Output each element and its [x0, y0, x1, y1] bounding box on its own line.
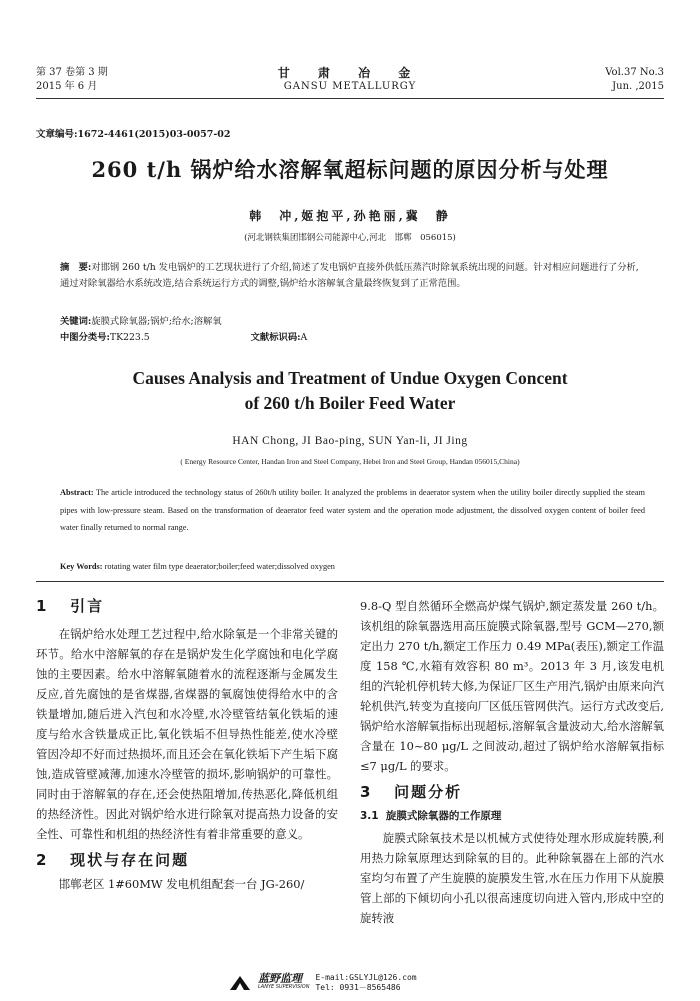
- header-rule: [36, 98, 664, 99]
- doc-code-value: A: [300, 332, 308, 343]
- footer-tel: Tel: 0931－8565486: [315, 983, 401, 992]
- logo-text: [258, 974, 309, 992]
- journal-name-cn: 甘 肃 冶 金: [277, 66, 423, 80]
- date-cn: 2015 年 6 月: [36, 81, 98, 92]
- section-2-continued: 9.8-Q 型自然循环全燃高炉煤气锅炉,额定蒸发量 260 t/h。该机组的除氧器选用高压旋膜式除氧器,型号 GCM—270,额定出力 270 t/h,额定工作压力 0.49 MPa(表压),额定工作温度 158 ℃,水箱有效容积 80 m³。2013 年 3 月,该发电机组的汽轮机停机转大修,为保证厂区生产用汽,锅炉由原来向汽轮机供汽,转变为直接向厂区低压管网供汽。运行方式改变后,锅炉给水溶解氧指标出现超标,溶解氧含量波动大,给水溶解氧含量在 10~80 μg/L 之间波动,超过了锅炉给水溶解氧指标≤7 μg/L 的要求。: [360, 599, 664, 773]
- keywords-en-label: Key Words:: [60, 562, 103, 571]
- footer-contact: [315, 973, 416, 993]
- section-1-number: 1: [36, 597, 49, 615]
- section-2-heading: [36, 850, 338, 870]
- journal-header: [0, 64, 700, 92]
- logo-en: LANYE SUPERVISION: [258, 984, 310, 990]
- logo-cn: 蓝野监理: [258, 972, 302, 985]
- keywords-cn-label: 关键词:: [60, 316, 92, 327]
- abstract-cn-label: 摘 要:: [60, 262, 92, 273]
- affiliation-cn: (河北钢铁集团邯钢公司能源中心,河北 邯郸 056015): [244, 233, 456, 243]
- keywords-en-text: rotating water film type deaerator;boiler;feed water;dissolved oxygen: [102, 562, 335, 571]
- keywords-cn-text: 旋膜式除氧器;锅炉;给水;溶解氧: [91, 316, 222, 327]
- section-2-paragraph: 邯郸老区 1#60MW 发电机组配套一台 JG-260/: [58, 877, 305, 891]
- section-3-1-paragraph: 旋膜式除氧技术是以机械方式使待处理水形成旋转膜,利用热力除氧原理达到除氧的目的。此种除氧器在上部的汽水室均匀布置了产生旋膜的旋膜发生管,水在压力作用下从旋膜管上部的下倾切向小孔以很高速度切向进入管内,形成中空的旋转液: [360, 831, 664, 925]
- clc-label: 中图分类号:: [60, 332, 110, 343]
- section-1-title: 引言: [70, 597, 105, 615]
- journal-name-en: GANSU METALLURGY: [283, 81, 417, 92]
- title-en-line1: Causes Analysis and Treatment of Undue Oxygen Concent: [132, 368, 568, 388]
- doc-code-label: 文献标识码:: [250, 332, 301, 343]
- section-3-1-title: 旋膜式除氧器的工作原理: [385, 810, 502, 822]
- title-en: [0, 366, 700, 416]
- footer-email: E-mail:GSLYJL@126.com: [315, 973, 417, 982]
- section-1-heading: [36, 596, 338, 616]
- right-column: [360, 596, 664, 928]
- abstract-en: [60, 484, 645, 537]
- authors-en: HAN Chong, JI Bao-ping, SUN Yan-li, JI Jing: [232, 435, 468, 447]
- abstract-en-text: The article introduced the technology status of 260t/h utility boiler. It analyzed the problems in deaerator system when the utility boiler directly supplied the steam pipes with low-pressure steam. Based on the transformation of deaerator feed water system and the operation mode adjustment, the dissolved oxygen content of boiler feed water finally returned to normal range.: [60, 488, 645, 532]
- abstract-en-label: Abstract:: [60, 488, 94, 497]
- keywords-cn: [60, 314, 643, 330]
- header-right: [605, 66, 664, 94]
- footer-advert: [228, 973, 417, 993]
- title-cn: 260 t/h 锅炉给水溶解氧超标问题的原因分析与处理: [91, 157, 609, 182]
- section-1-paragraph: 在锅炉给水处理工艺过程中,给水除氧是一个非常关键的环节。给水中溶解氧的存在是锅炉发生化学腐蚀和电化学腐蚀的主要因素。给水中溶解氧随着水的流程逐渐与金属发生反应,首先腐蚀的是省煤器,省煤器的氧腐蚀使得给水中的含铁量增加,随后进入汽包和水冷壁,水冷壁管结氧化铁垢的速度与给水含铁量成正比,氧化铁垢不但导热性能差,使水冷壁管因冷却不好而过热损坏,而且还会在氧化铁垢下产生垢下腐蚀,造成管壁减薄,加速水冷壁管的损坏,影响锅炉的可靠性。同时由于溶解氧的存在,还会使热阻增加,传热恶化,降低机组的热经济性。因此对锅炉给水进行除氧对提高热力设备的安全性、可靠性和机组的热经济性有着非常重要的意义。: [36, 627, 338, 841]
- left-column: [36, 596, 338, 894]
- section-2-number: 2: [36, 851, 49, 869]
- section-3-1-number: 3.1: [360, 810, 379, 822]
- clc-value: TK223.5: [109, 332, 150, 343]
- abstract-rule: [36, 581, 664, 582]
- section-3-heading: [360, 782, 664, 802]
- authors-cn: 韩 冲,姬抱平,孙艳丽,冀 静: [249, 209, 451, 223]
- section-3-title: 问题分析: [394, 783, 463, 801]
- abstract-cn-text: 对邯钢 260 t/h 发电锅炉的工艺现状进行了介绍,简述了发电锅炉直接外供低压蒸汽时除氧系统出现的问题。针对相应问题进行了分析,通过对除氧器给水系统改造,结合系统运行方式的调整,锅炉给水溶解氧含量最终恢复到了正常范围。: [60, 262, 639, 289]
- keywords-en: [60, 558, 645, 576]
- abstract-cn: [60, 260, 643, 291]
- section-3-1-heading: [360, 806, 664, 826]
- affiliation-en: ( Energy Resource Center, Handan Iron and Steel Company, Hebei Iron and Steel Group, Handan 056015,China): [180, 457, 520, 466]
- section-3-number: 3: [360, 783, 373, 801]
- volume-cn: 第 37 卷第 3 期: [36, 67, 108, 78]
- title-en-line2: of 260 t/h Boiler Feed Water: [244, 393, 456, 413]
- logo-mark-icon: [228, 974, 252, 992]
- classification-line: [60, 330, 643, 346]
- date-en: Jun. ,2015: [612, 81, 664, 92]
- article-number: 文章编号:1672-4461(2015)03-0057-02: [36, 129, 231, 140]
- volume-en: Vol.37 No.3: [605, 67, 664, 78]
- section-2-title: 现状与存在问题: [70, 851, 190, 869]
